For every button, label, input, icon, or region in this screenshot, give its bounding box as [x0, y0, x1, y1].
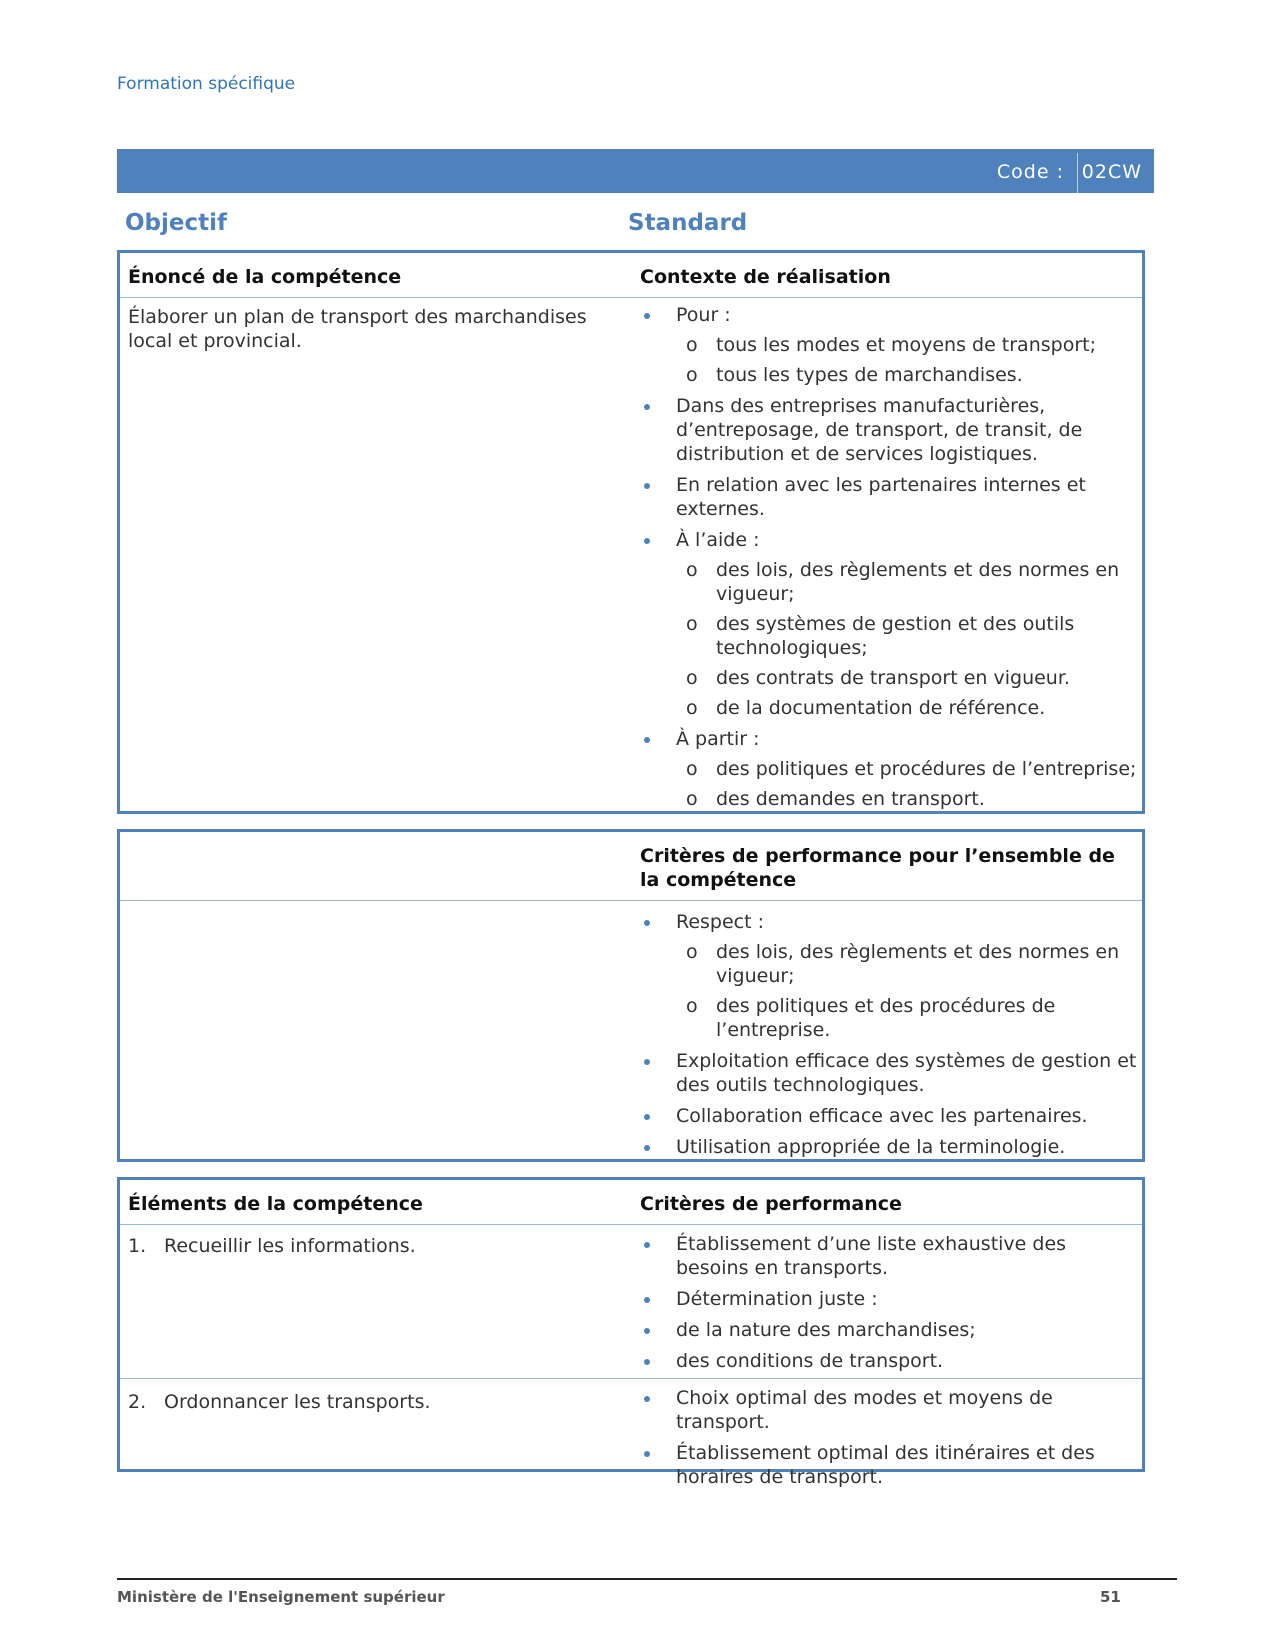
sub-bullet-item: o tous les types de marchandises.	[676, 363, 1140, 387]
elements-heading: Éléments de la compétence	[128, 1193, 423, 1215]
sub-bullet-item: o des lois, des règlements et des normes en vigueur;	[676, 940, 1140, 988]
elements-box	[117, 1177, 1145, 1488]
bullet-text: de la nature des marchandises;	[676, 1319, 976, 1341]
element-number: 2.	[128, 1391, 147, 1413]
bullet-item	[640, 1104, 1140, 1128]
sub-list	[676, 757, 1140, 811]
global-criteria-list	[640, 910, 1140, 1166]
objectif-heading: Objectif	[125, 210, 228, 236]
bullet-text: Collaboration efficace avec les partenaires.	[676, 1105, 1088, 1127]
bullet-item	[640, 1318, 1140, 1342]
global-criteria-box	[117, 829, 1145, 1162]
element-criteria-2	[640, 1386, 1140, 1496]
element-row-2	[128, 1390, 618, 1414]
bullet-item	[640, 1049, 1140, 1097]
sub-bullet-item: o des systèmes de gestion et des outils technologiques;	[676, 612, 1140, 660]
footer-rule	[117, 1578, 1177, 1580]
bullet-item	[640, 1135, 1140, 1159]
bullet-item	[640, 1287, 1140, 1311]
bullet-item	[640, 1349, 1140, 1373]
bullet-text: Pour :	[676, 304, 731, 326]
sub-list	[676, 940, 1140, 1042]
competence-statement: Élaborer un plan de transport des marchandises local et provincial.	[128, 306, 587, 352]
code-separator	[1077, 153, 1078, 193]
bullet-item	[640, 394, 1140, 466]
bullet-text: Exploitation efficace des systèmes de gestion et des outils technologiques.	[676, 1050, 1137, 1096]
code-bar	[117, 149, 1154, 193]
bullet-text: En relation avec les partenaires internes et externes.	[676, 474, 1086, 520]
bullet-text: Établissement optimal des itinéraires et des horaires de transport.	[676, 1442, 1095, 1488]
bullet-text: À l’aide :	[676, 529, 760, 551]
bullet-text: Utilisation appropriée de la terminologie.	[676, 1136, 1066, 1158]
sub-bullet-item: o tous les modes et moyens de transport;	[676, 333, 1140, 357]
bullet-item	[640, 727, 1140, 811]
performance-heading: Critères de performance	[640, 1193, 902, 1215]
sub-bullet-item: o des lois, des règlements et des normes en vigueur;	[676, 558, 1140, 606]
bullet-item	[640, 1232, 1140, 1280]
statement-heading: Énoncé de la compétence	[128, 266, 402, 288]
element-criteria-1	[640, 1232, 1140, 1380]
context-list	[640, 303, 1140, 818]
bullet-item	[640, 528, 1140, 720]
elements-box-header	[120, 1180, 1142, 1225]
bullet-item	[640, 303, 1140, 387]
element-number: 1.	[128, 1235, 147, 1257]
bullet-text: Choix optimal des modes et moyens de transport.	[676, 1387, 1053, 1433]
bullet-item	[640, 1441, 1140, 1489]
bullet-item	[640, 473, 1140, 521]
bullet-text: Détermination juste :	[676, 1288, 878, 1310]
competence-box-header	[120, 253, 1142, 298]
sub-bullet-item: o des politiques et des procédures de l’entreprise.	[676, 994, 1140, 1042]
bullet-text: des conditions de transport.	[676, 1350, 944, 1372]
row-divider	[120, 1378, 1142, 1379]
bullet-text: Établissement d’une liste exhaustive des besoins en transports.	[676, 1233, 1067, 1279]
sub-list	[676, 333, 1140, 387]
sub-list	[676, 558, 1140, 720]
code-label: Code :	[996, 161, 1064, 183]
sub-bullet-item: o des politiques et procédures de l’entreprise;	[676, 757, 1140, 781]
sub-bullet-item: o des demandes en transport.	[676, 787, 1140, 811]
code-value: 02CW	[1081, 161, 1142, 183]
sub-bullet-item: o de la documentation de référence.	[676, 696, 1140, 720]
section-title: Formation spécifique	[117, 74, 296, 94]
element-text: Ordonnancer les transports.	[164, 1391, 431, 1413]
sub-bullet-item: o des contrats de transport en vigueur.	[676, 666, 1140, 690]
global-criteria-heading: Critères de performance pour l’ensemble de la compétence	[640, 845, 1115, 891]
bullet-text: Dans des entreprises manufacturières, d’entreposage, de transport, de transit, de distribution et de services logistiques.	[676, 395, 1083, 465]
element-text: Recueillir les informations.	[164, 1235, 416, 1257]
competence-box	[117, 250, 1145, 814]
bullet-item	[640, 910, 1140, 1042]
bullet-text: Respect :	[676, 911, 765, 933]
global-criteria-header	[120, 832, 1142, 901]
bullet-text: À partir :	[676, 728, 760, 750]
element-row-1	[128, 1234, 618, 1258]
footer-ministry: Ministère de l'Enseignement supérieur	[117, 1588, 445, 1606]
page-number: 51	[1100, 1588, 1121, 1606]
bullet-item	[640, 1386, 1140, 1434]
context-heading: Contexte de réalisation	[640, 266, 891, 288]
standard-heading: Standard	[628, 210, 748, 236]
